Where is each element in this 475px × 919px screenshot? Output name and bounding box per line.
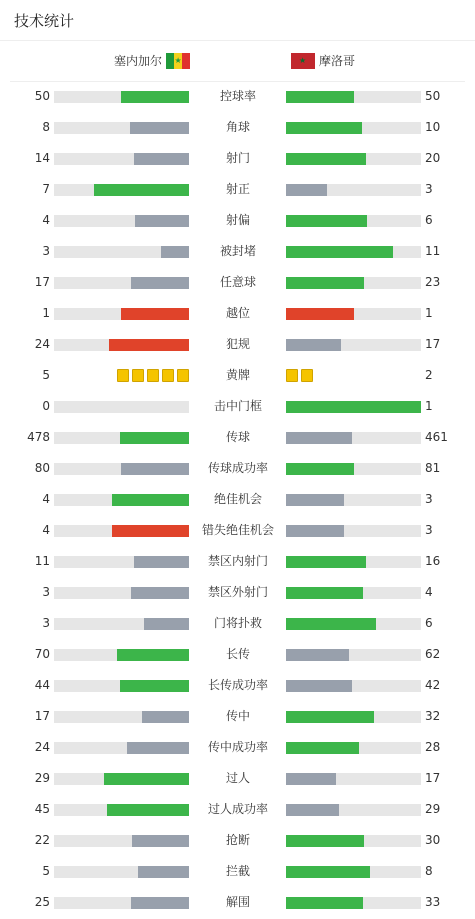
home-value: 50 [34,89,50,103]
home-value: 14 [34,151,50,165]
home-value: 8 [42,120,50,134]
home-bar-fill [117,649,189,661]
away-value: 3 [425,523,433,537]
home-value: 1 [42,306,50,320]
home-value: 5 [42,368,50,382]
yellow-card-icon [301,369,313,382]
away-bar-track [286,401,421,413]
away-value: 6 [425,213,433,227]
away-value: 3 [425,182,433,196]
home-bar-fill [121,308,189,320]
home-value: 25 [34,895,50,909]
stat-label: 错失绝佳机会 [201,523,274,537]
away-value: 50 [425,89,441,103]
away-value: 6 [425,616,433,630]
away-bar-fill [286,215,367,227]
home-bar-track [54,680,189,692]
stat-label: 禁区外射门 [207,585,268,599]
home-bar-fill [121,91,189,103]
home-value: 5 [42,864,50,878]
stat-row [0,887,475,918]
home-value: 3 [42,616,50,630]
away-bar-fill [286,680,352,692]
away-bar-track [286,897,421,909]
home-bar-fill [134,556,189,568]
away-value: 42 [425,678,441,692]
home-bar-track [54,804,189,816]
home-bar-fill [135,215,189,227]
stat-row [0,763,475,794]
away-bar-track [286,153,421,165]
stat-row [0,670,475,701]
away-bar-track [286,525,421,537]
stat-label: 任意球 [219,275,256,289]
away-bar-fill [286,184,327,196]
stat-row [0,236,475,267]
home-bar-track [54,618,189,630]
stat-row [0,298,475,329]
away-bar-track [286,308,421,320]
stat-row [0,360,475,391]
home-value: 24 [34,740,50,754]
home-bar-fill [127,742,189,754]
away-bar-track [286,432,421,444]
stat-row [0,81,475,112]
stat-label: 拦截 [225,864,250,878]
stat-row [0,174,475,205]
away-bar-fill [286,897,363,909]
stat-label: 传中成功率 [207,740,268,754]
stat-label: 传球成功率 [207,461,268,475]
home-bar-fill [142,711,189,723]
stat-row [0,546,475,577]
stat-label: 过人 [225,771,250,785]
yellow-card-icon [286,369,298,382]
stat-label: 黄牌 [225,368,250,382]
home-bar-track [54,587,189,599]
home-value: 24 [34,337,50,351]
away-value: 33 [425,895,441,909]
home-bar-track [54,463,189,475]
away-bar-track [286,618,421,630]
stat-label: 门将扑救 [213,616,262,630]
away-value: 1 [425,306,433,320]
stat-row [0,701,475,732]
home-bar-fill [109,339,189,351]
away-bar-track [286,246,421,258]
home-bar-fill [120,432,189,444]
home-bar-fill [107,804,189,816]
stat-label: 禁区内射门 [207,554,268,568]
away-bar-fill [286,835,364,847]
away-value: 23 [425,275,441,289]
home-bar-track [54,432,189,444]
away-bar-track [286,556,421,568]
away-bar-fill [286,463,354,475]
home-bar-track [54,835,189,847]
home-bar-track [54,494,189,506]
away-bar-fill [286,773,336,785]
home-bar-track [54,401,189,413]
away-bar-fill [286,649,349,661]
away-bar-track [286,339,421,351]
away-value: 1 [425,399,433,413]
stat-label: 长传成功率 [207,678,268,692]
stat-label: 射门 [225,151,250,165]
stat-label: 犯规 [225,337,250,351]
stat-label: 越位 [225,306,250,320]
stat-row [0,205,475,236]
home-bar-fill [104,773,189,785]
home-bar-fill [131,897,189,909]
away-bar-track [286,215,421,227]
teams-row [10,41,465,82]
home-bar-track [54,153,189,165]
away-value: 4 [425,585,433,599]
stat-row [0,484,475,515]
stat-row [0,608,475,639]
away-bar-fill [286,742,359,754]
home-bar-fill [161,246,189,258]
home-bar-track [54,866,189,878]
stat-label: 解围 [225,895,250,909]
page-title: 技术统计 [14,12,75,30]
home-bar-track [54,246,189,258]
away-bar-track [286,587,421,599]
stat-label: 过人成功率 [207,802,268,816]
home-bar-fill [131,277,189,289]
stat-label: 抢断 [225,833,250,847]
stat-row [0,391,475,422]
senegal-flag-icon [166,53,190,69]
home-bar-track [54,525,189,537]
stat-label: 射偏 [225,213,250,227]
away-bar-track [286,711,421,723]
away-bar-track [286,184,421,196]
home-bar-track [54,122,189,134]
home-bar-fill [138,866,189,878]
stat-label: 传中 [225,709,250,723]
home-value: 22 [34,833,50,847]
home-bar-track [54,773,189,785]
stat-label: 被封堵 [219,244,256,258]
stat-row [0,267,475,298]
stat-row [0,515,475,546]
morocco-flag-icon [291,53,315,69]
yellow-card-icon [132,369,144,382]
away-bar-fill [286,587,363,599]
away-value: 17 [425,771,441,785]
stat-label: 射正 [225,182,250,196]
home-team[interactable] [114,52,190,69]
away-value: 62 [425,647,441,661]
home-bar-track [54,742,189,754]
yellow-card-icon [117,369,129,382]
away-bar-fill [286,618,376,630]
yellow-card-icon [162,369,174,382]
home-value: 17 [34,709,50,723]
home-value: 45 [34,802,50,816]
home-bar-track [54,339,189,351]
home-bar-track [54,711,189,723]
home-bar-track [54,277,189,289]
away-value: 8 [425,864,433,878]
home-bar-track [54,91,189,103]
stats-header [0,0,475,41]
away-value: 29 [425,802,441,816]
away-value: 30 [425,833,441,847]
home-value: 3 [42,244,50,258]
home-bar-fill [121,463,189,475]
stat-row [0,329,475,360]
stat-row [0,639,475,670]
away-value: 461 [425,430,448,444]
stat-label: 击中门框 [213,399,262,413]
away-bar-fill [286,525,344,537]
away-team[interactable] [291,52,355,69]
home-bar-fill [94,184,189,196]
home-value: 4 [42,492,50,506]
home-value: 3 [42,585,50,599]
away-bar-track [286,835,421,847]
away-bar-track [286,277,421,289]
home-value: 0 [42,399,50,413]
yellow-card-icon [147,369,159,382]
yellow-card-icon [177,369,189,382]
home-bar-track [54,556,189,568]
away-value: 2 [425,368,433,382]
away-bar-fill [286,804,339,816]
away-value: 3 [425,492,433,506]
home-bar-track [54,897,189,909]
home-team-name: 塞内加尔 [113,54,162,68]
home-bar-track [54,649,189,661]
away-bar-track [286,122,421,134]
away-bar-fill [286,339,341,351]
stats-list [0,81,475,918]
stat-label: 控球率 [219,89,256,103]
away-bar-fill [286,711,374,723]
away-value: 81 [425,461,441,475]
stat-row [0,794,475,825]
home-bar-fill [112,494,189,506]
home-value: 80 [34,461,50,475]
stat-row [0,422,475,453]
away-bar-fill [286,432,352,444]
away-bar-fill [286,866,370,878]
away-bar-track [286,773,421,785]
away-bar-fill [286,153,366,165]
home-bar-fill [132,835,189,847]
home-bar-fill [131,587,189,599]
away-bar-track [286,680,421,692]
stat-row [0,143,475,174]
away-bar-track [286,463,421,475]
home-value: 44 [34,678,50,692]
away-value: 11 [425,244,441,258]
away-bar-track [286,804,421,816]
stat-label: 绝佳机会 [213,492,262,506]
away-bar-fill [286,401,421,413]
home-bar-fill [134,153,189,165]
stat-label: 角球 [225,120,250,134]
home-bar-track [54,215,189,227]
stat-label: 传球 [225,430,250,444]
away-bar-fill [286,91,354,103]
away-yellow-cards [286,369,313,382]
away-bar-fill [286,246,393,258]
away-value: 17 [425,337,441,351]
away-bar-track [286,742,421,754]
stat-row [0,732,475,763]
away-value: 10 [425,120,441,134]
stat-label: 长传 [225,647,250,661]
away-bar-track [286,649,421,661]
home-value: 29 [34,771,50,785]
home-yellow-cards [117,369,189,382]
home-value: 70 [34,647,50,661]
home-value: 4 [42,213,50,227]
away-value: 28 [425,740,441,754]
away-bar-track [286,494,421,506]
stat-row [0,577,475,608]
home-bar-fill [130,122,189,134]
home-value: 4 [42,523,50,537]
stat-row [0,112,475,143]
away-bar-fill [286,277,364,289]
home-value: 17 [34,275,50,289]
away-bar-fill [286,556,366,568]
home-bar-fill [144,618,189,630]
away-bar-track [286,866,421,878]
home-value: 478 [27,430,50,444]
home-value: 11 [34,554,50,568]
home-bar-track [54,184,189,196]
away-team-name: 摩洛哥 [319,54,356,68]
home-bar-fill [120,680,189,692]
away-bar-fill [286,308,354,320]
away-value: 32 [425,709,441,723]
home-bar-fill [112,525,189,537]
stat-row [0,453,475,484]
away-bar-track [286,91,421,103]
away-bar-fill [286,122,362,134]
stat-row [0,825,475,856]
away-value: 20 [425,151,441,165]
stat-row [0,856,475,887]
home-bar-track [54,308,189,320]
away-bar-fill [286,494,344,506]
home-value: 7 [42,182,50,196]
away-value: 16 [425,554,441,568]
